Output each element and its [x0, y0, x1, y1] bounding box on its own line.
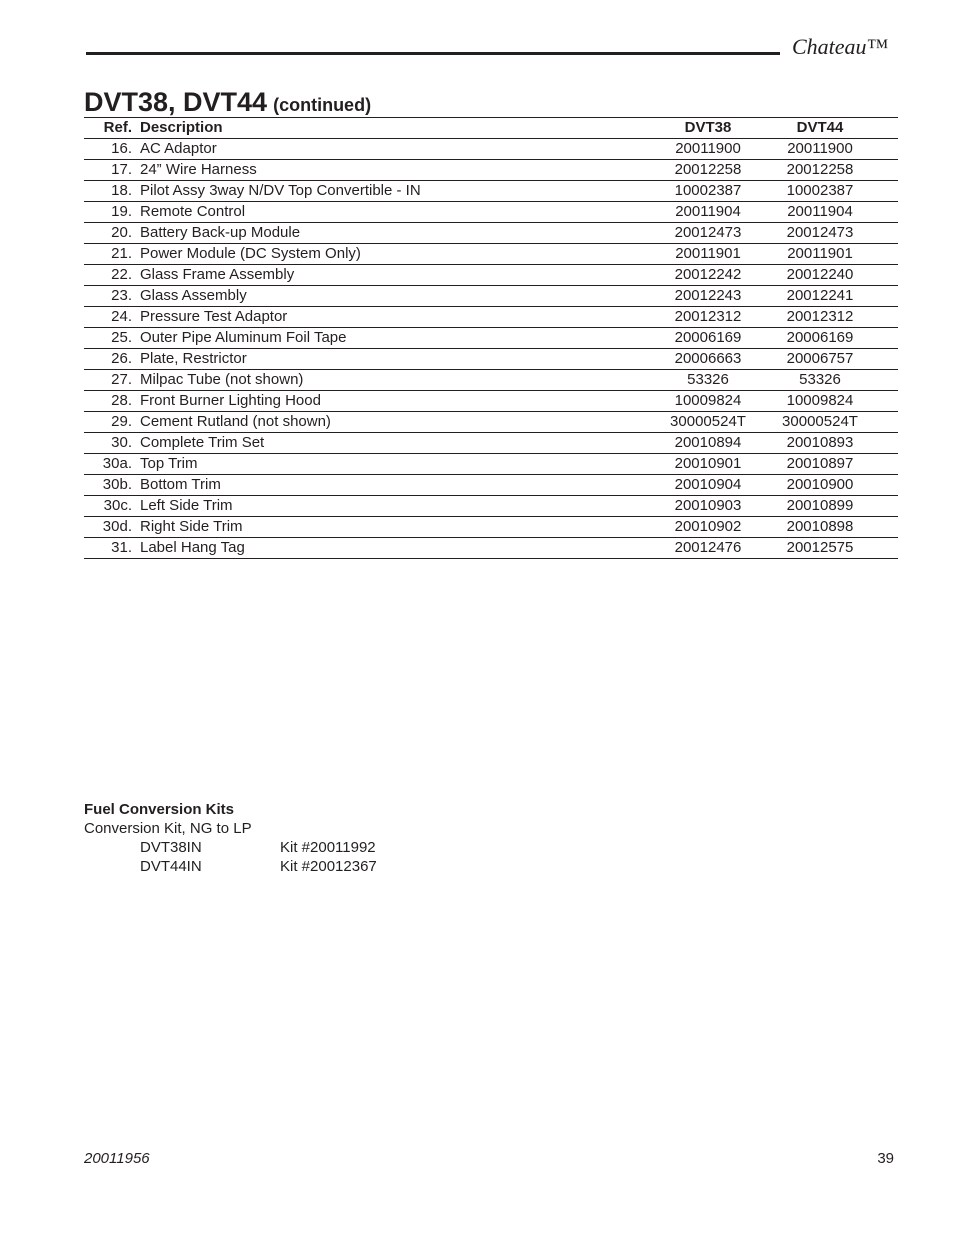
cell-dvt38: 20012476: [652, 538, 764, 559]
cell-ref: 30a.: [84, 454, 140, 475]
cell-ref: 22.: [84, 265, 140, 286]
cell-dvt38: 53326: [652, 370, 764, 391]
cell-ref: 23.: [84, 286, 140, 307]
table-row: [84, 139, 898, 160]
cell-ref: 24.: [84, 307, 140, 328]
cell-dvt38: 20010903: [652, 496, 764, 517]
cell-dvt38: 20012242: [652, 265, 764, 286]
cell-description: Pressure Test Adaptor: [140, 307, 652, 328]
fuel-conversion-title: Fuel Conversion Kits: [84, 801, 235, 818]
table-row: [84, 328, 898, 349]
cell-description: Front Burner Lighting Hood: [140, 391, 652, 412]
cell-dvt38: 20011900: [652, 139, 764, 160]
cell-dvt44: 20010899: [764, 496, 898, 517]
cell-dvt44: 20012312: [764, 307, 898, 328]
fuel-conversion-section: [84, 800, 377, 876]
cell-dvt44: 20010898: [764, 517, 898, 538]
header-dvt38: DVT38: [652, 118, 764, 139]
table-row: [84, 412, 898, 433]
cell-dvt44: 20010893: [764, 433, 898, 454]
document-number: 20011956: [84, 1150, 150, 1167]
cell-dvt44: 20010897: [764, 454, 898, 475]
cell-dvt38: 20010894: [652, 433, 764, 454]
cell-description: Milpac Tube (not shown): [140, 370, 652, 391]
cell-ref: 30.: [84, 433, 140, 454]
table-row: [84, 244, 898, 265]
cell-description: Power Module (DC System Only): [140, 244, 652, 265]
table-row: [84, 160, 898, 181]
cell-dvt38: 20010902: [652, 517, 764, 538]
page-title-main: DVT38, DVT44: [84, 87, 268, 117]
cell-ref: 30b.: [84, 475, 140, 496]
cell-dvt44: 20011901: [764, 244, 898, 265]
brand-name: Chateau™: [792, 34, 889, 59]
cell-description: Left Side Trim: [140, 496, 652, 517]
cell-description: Cement Rutland (not shown): [140, 412, 652, 433]
cell-dvt38: 10002387: [652, 181, 764, 202]
cell-description: Top Trim: [140, 454, 652, 475]
page-title-continued: (continued): [273, 95, 372, 115]
cell-dvt38: 20010901: [652, 454, 764, 475]
parts-table-header: [84, 118, 898, 139]
table-row: [84, 517, 898, 538]
cell-ref: 20.: [84, 223, 140, 244]
cell-description: Remote Control: [140, 202, 652, 223]
fuel-conversion-subtitle: Conversion Kit, NG to LP: [84, 820, 252, 837]
cell-dvt38: 20012312: [652, 307, 764, 328]
cell-ref: 27.: [84, 370, 140, 391]
cell-dvt38: 20006663: [652, 349, 764, 370]
table-row: [84, 475, 898, 496]
cell-description: Complete Trim Set: [140, 433, 652, 454]
cell-description: Right Side Trim: [140, 517, 652, 538]
cell-dvt44: 20011904: [764, 202, 898, 223]
cell-ref: 21.: [84, 244, 140, 265]
header-ref: Ref.: [84, 118, 140, 139]
cell-dvt44: 20012473: [764, 223, 898, 244]
cell-description: 24” Wire Harness: [140, 160, 652, 181]
cell-ref: 17.: [84, 160, 140, 181]
cell-dvt38: 30000524T: [652, 412, 764, 433]
table-row: [84, 433, 898, 454]
cell-ref: 19.: [84, 202, 140, 223]
cell-dvt38: 10009824: [652, 391, 764, 412]
table-row: [84, 223, 898, 244]
cell-description: Glass Frame Assembly: [140, 265, 652, 286]
kit-row: [84, 857, 377, 876]
cell-ref: 30c.: [84, 496, 140, 517]
table-row: [84, 370, 898, 391]
parts-table: [84, 117, 898, 559]
cell-ref: 31.: [84, 538, 140, 559]
cell-description: Battery Back-up Module: [140, 223, 652, 244]
cell-dvt38: 20012258: [652, 160, 764, 181]
cell-ref: 30d.: [84, 517, 140, 538]
parts-table-body: [84, 139, 898, 559]
table-row: [84, 391, 898, 412]
cell-description: Label Hang Tag: [140, 538, 652, 559]
table-row: [84, 454, 898, 475]
cell-dvt38: 20006169: [652, 328, 764, 349]
cell-dvt44: 20010900: [764, 475, 898, 496]
cell-ref: 26.: [84, 349, 140, 370]
cell-dvt44: 20006757: [764, 349, 898, 370]
cell-dvt38: 20012473: [652, 223, 764, 244]
kit-model: DVT44IN: [140, 858, 202, 875]
cell-dvt44: 30000524T: [764, 412, 898, 433]
cell-ref: 18.: [84, 181, 140, 202]
table-row: [84, 265, 898, 286]
cell-dvt38: 20010904: [652, 475, 764, 496]
cell-description: Bottom Trim: [140, 475, 652, 496]
cell-ref: 25.: [84, 328, 140, 349]
cell-dvt44: 20012241: [764, 286, 898, 307]
table-row: [84, 286, 898, 307]
table-row: [84, 538, 898, 559]
cell-description: Glass Assembly: [140, 286, 652, 307]
kit-number: Kit #20011992: [280, 839, 376, 856]
table-row: [84, 181, 898, 202]
cell-description: Plate, Restrictor: [140, 349, 652, 370]
cell-dvt44: 20012240: [764, 265, 898, 286]
cell-dvt44: 53326: [764, 370, 898, 391]
table-row: [84, 496, 898, 517]
cell-dvt38: 20011901: [652, 244, 764, 265]
cell-dvt38: 20011904: [652, 202, 764, 223]
table-row: [84, 202, 898, 223]
cell-dvt44: 20011900: [764, 139, 898, 160]
page-number: 39: [877, 1150, 894, 1167]
cell-ref: 16.: [84, 139, 140, 160]
kit-list: [84, 838, 377, 876]
table-row: [84, 349, 898, 370]
header-rule: [86, 52, 780, 55]
header-dvt44: DVT44: [764, 118, 898, 139]
kit-number: Kit #20012367: [280, 858, 377, 875]
header-description: Description: [140, 118, 652, 139]
page-title: [84, 86, 371, 121]
cell-dvt44: 20012575: [764, 538, 898, 559]
cell-dvt44: 20006169: [764, 328, 898, 349]
cell-ref: 28.: [84, 391, 140, 412]
cell-dvt44: 10009824: [764, 391, 898, 412]
cell-dvt44: 10002387: [764, 181, 898, 202]
cell-dvt44: 20012258: [764, 160, 898, 181]
cell-description: AC Adaptor: [140, 139, 652, 160]
cell-dvt38: 20012243: [652, 286, 764, 307]
table-row: [84, 307, 898, 328]
cell-ref: 29.: [84, 412, 140, 433]
kit-row: [84, 838, 377, 857]
cell-description: Outer Pipe Aluminum Foil Tape: [140, 328, 652, 349]
kit-model: DVT38IN: [140, 839, 202, 856]
cell-description: Pilot Assy 3way N/DV Top Convertible - IN: [140, 181, 652, 202]
